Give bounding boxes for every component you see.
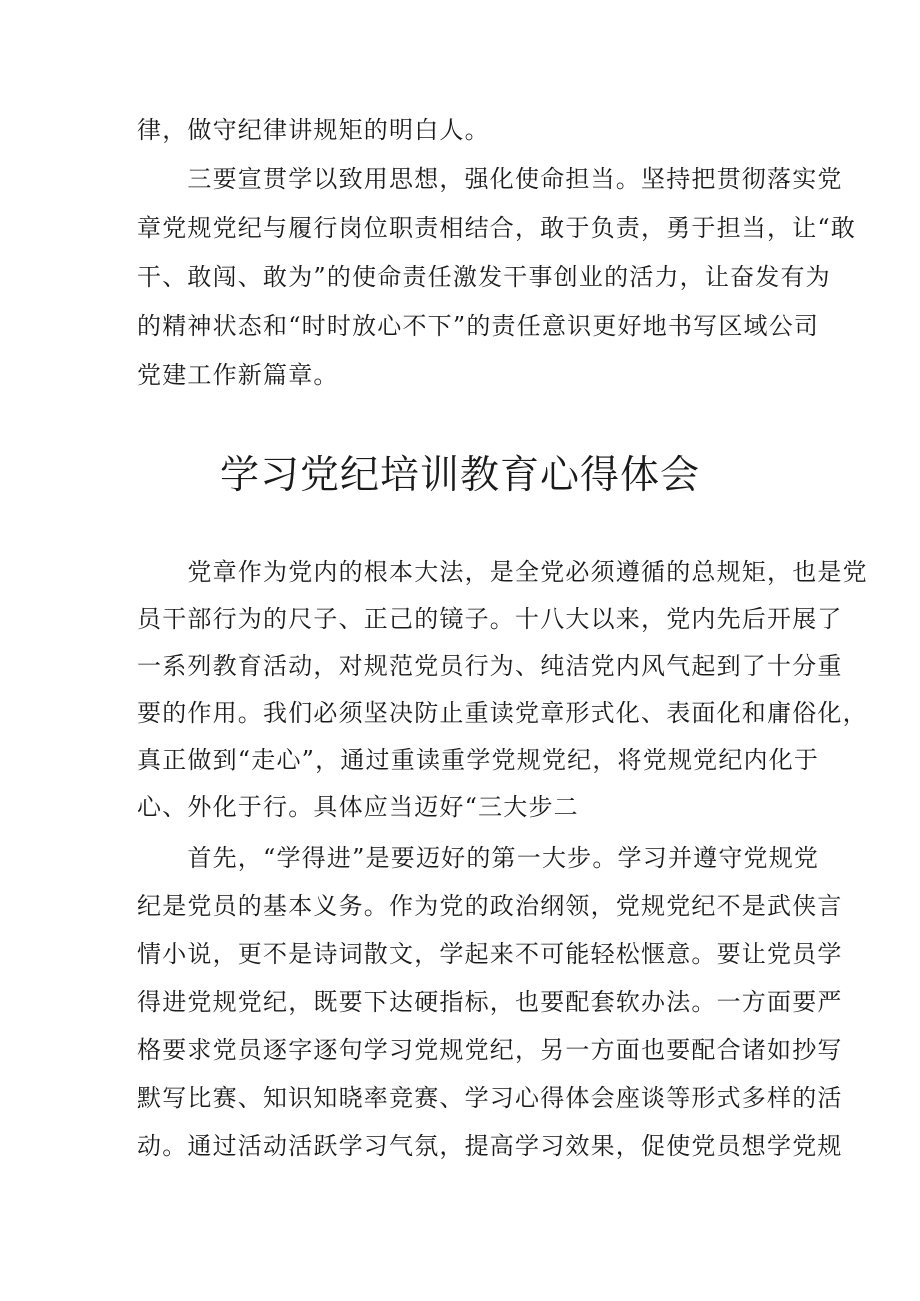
text-line: 默写比赛、知识知晓率竞赛、学习心得体会座谈等形式多样的活 <box>137 1084 843 1112</box>
text-line: 的精神状态和“时时放心不下”的责任意识更好地书写区域公司 <box>137 312 820 340</box>
text-line: 真正做到“走心”，通过重读重学党规党纪，将党规党纪内化于 <box>137 746 820 774</box>
text-line: 动。通过活动活跃学习气氛，提高学习效果，促使党员想学党规 <box>137 1132 843 1160</box>
text-line: 律，做守纪律讲规矩的明白人。 <box>137 116 490 144</box>
text-line: 员干部行为的尺子、正己的镜子。十八大以来，党内先后开展了 <box>137 605 843 633</box>
text-line: 要的作用。我们必须坚决防止重读党章形式化、表面化和庸俗化， <box>137 699 868 727</box>
text-line: 心、外化于行。具体应当迈好“三大步二 <box>137 793 579 821</box>
text-line: 得进党规党纪，既要下达硬指标，也要配套软办法。一方面要严 <box>137 988 843 1016</box>
text-line: 情小说，更不是诗词散文，学起来不可能轻松惬意。要让党员学 <box>137 940 843 968</box>
text-line: 纪是党员的基本义务。作为党的政治纲领，党规党纪不是武侠言 <box>137 892 843 920</box>
text-line: 首先，“学得进”是要迈好的第一大步。学习并遵守党规党 <box>137 844 820 872</box>
text-line: 一系列教育活动，对规范党员行为、纯洁党内风气起到了十分重 <box>137 652 843 680</box>
text-line: 格要求党员逐字逐句学习党规党纪，另一方面也要配合诸如抄写 <box>137 1036 843 1064</box>
text-line: 干、敢闯、敢为”的使命责任激发干事创业的活力，让奋发有为 <box>137 263 831 291</box>
text-line: 党章作为党内的根本大法，是全党必须遵循的总规矩，也是党 <box>137 558 868 586</box>
text-line: 章党规党纪与履行岗位职责相结合，敢于负责，勇于担当，让“敢 <box>137 214 857 242</box>
article-title: 学习党纪培训教育心得体会 <box>219 453 700 498</box>
text-line: 三要宣贯学以致用思想，强化使命担当。坚持把贯彻落实党 <box>137 165 843 193</box>
text-line: 党建工作新篇章。 <box>137 361 339 389</box>
